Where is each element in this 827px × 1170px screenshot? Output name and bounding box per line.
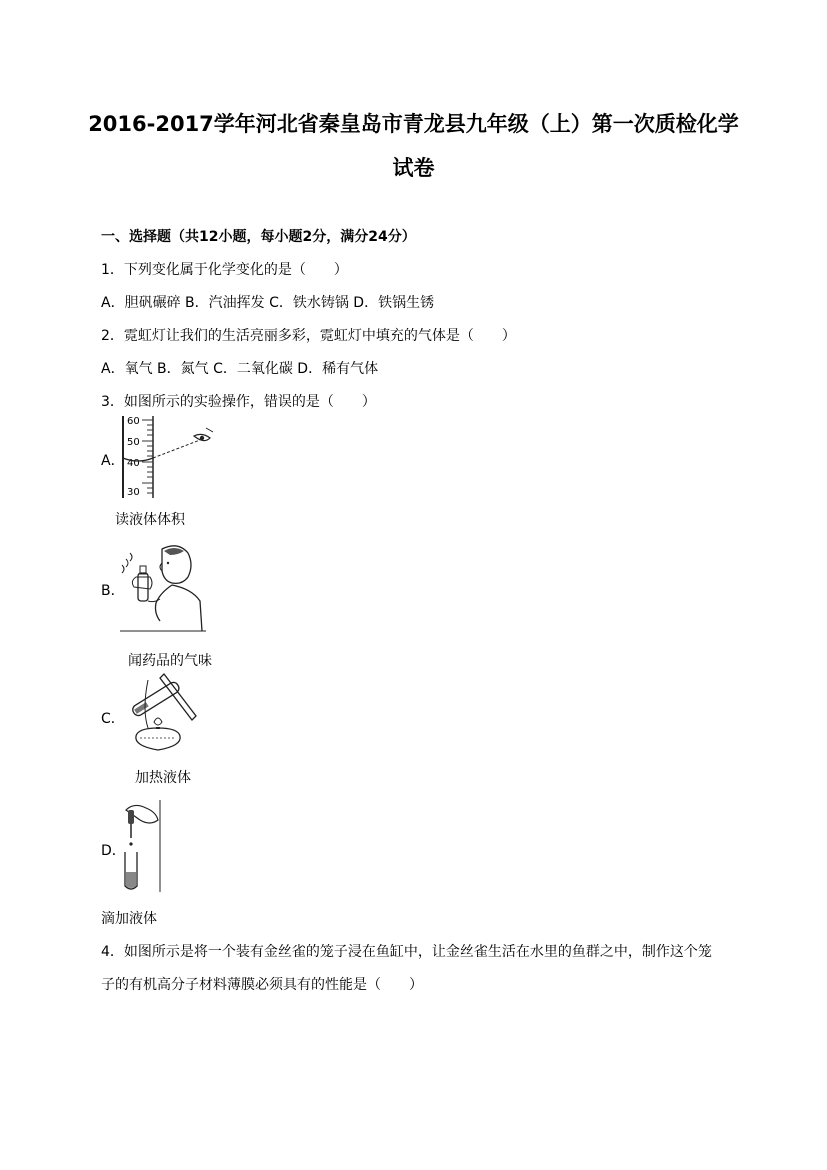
question-4-stem-line-1: 4．如图所示是将一个装有金丝雀的笼子浸在鱼缸中，让金丝雀生活在水里的鱼群之中，制作这个笼 [101, 944, 712, 960]
scale-tick-60: 60 [127, 416, 140, 427]
option-d-label: D． [101, 843, 126, 859]
scale-tick-50: 50 [127, 437, 140, 448]
option-b-caption: 闻药品的气味 [128, 653, 212, 669]
person-smelling-bottle-icon [120, 541, 206, 633]
option-b-label: B． [101, 583, 125, 599]
question-2-options: A．氧气 B．氮气 C．二氧化碳 D．稀有气体 [101, 361, 379, 377]
option-d-caption: 滴加液体 [101, 911, 157, 927]
question-3-stem: 3．如图所示的实验操作，错误的是（ ） [101, 394, 376, 410]
option-a-caption: 读液体体积 [115, 512, 185, 528]
dropper-into-tube-icon [120, 800, 164, 892]
graduated-cylinder-reading-icon [120, 414, 215, 500]
section-heading: 一、选择题（共12小题，每小题2分，满分24分） [101, 229, 416, 245]
document-title-line-2: 试卷 [392, 156, 435, 180]
document-title-line-1: 2016-2017学年河北省秦皇岛市青龙县九年级（上）第一次质检化学 [88, 112, 739, 136]
scale-tick-40: 40 [127, 458, 140, 469]
option-a-label: A． [101, 453, 125, 469]
option-c-label: C． [101, 711, 125, 727]
question-2-stem: 2．霓虹灯让我们的生活亮丽多彩，霓虹灯中填充的气体是（ ） [101, 328, 516, 344]
scale-tick-30: 30 [127, 487, 140, 498]
question-1-options: A．胆矾碾碎 B．汽油挥发 C．铁水铸锅 D．铁锅生锈 [101, 295, 435, 311]
option-c-caption: 加热液体 [135, 770, 191, 786]
question-4-stem-line-2: 子的有机高分子材料薄膜必须具有的性能是（ ） [101, 977, 423, 993]
question-1-stem: 1．下列变化属于化学变化的是（ ） [101, 262, 348, 278]
test-tube-over-lamp-icon [118, 670, 200, 762]
